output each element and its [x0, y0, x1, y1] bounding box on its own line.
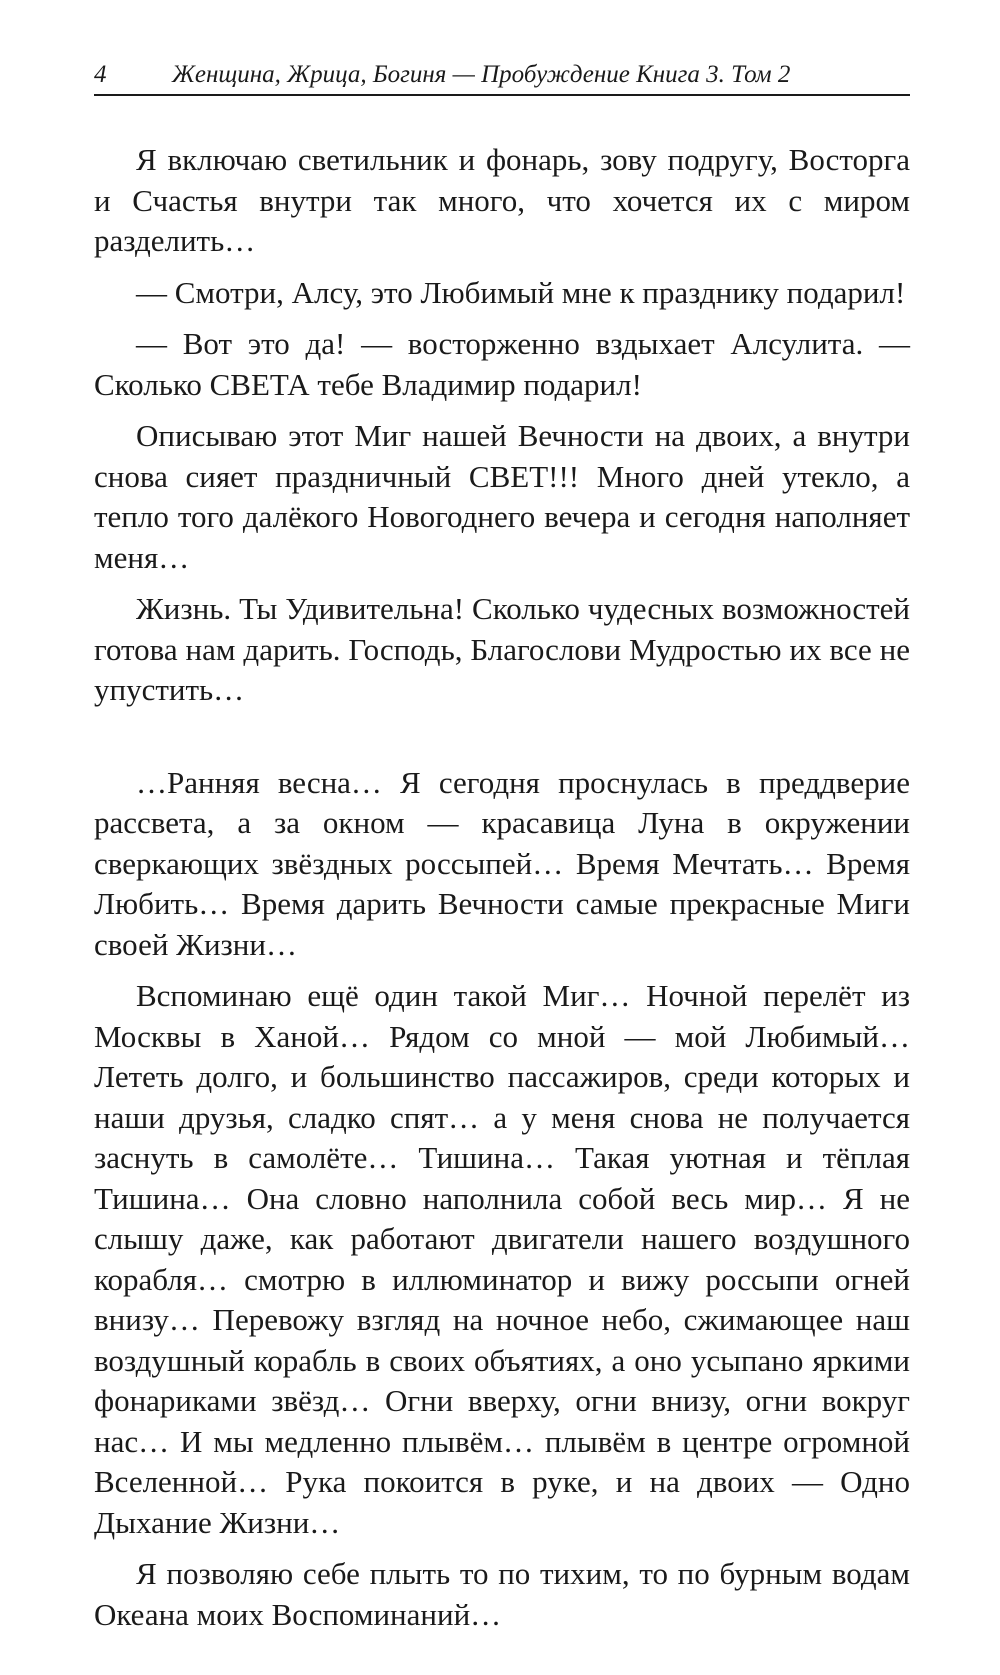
paragraph: Описываю этот Миг нашей Вечности на двоих, а внутри снова сияет праздничный СВЕТ!!! Много дней утекло, а тепло того далёкого Новогоднего вечера и сегодня наполняет меня… [94, 418, 910, 575]
body-text [94, 140, 910, 1635]
paragraph: — Вот это да! — восторженно вздыхает Алсулита. — Сколько СВЕТА тебе Владимир подарил! [94, 326, 910, 402]
paragraph: Жизнь. Ты Удивительна! Сколько чудесных возможностей готова нам дарить. Господь, Благослови Мудростью их все не упустить… [94, 591, 910, 707]
running-header [94, 60, 910, 96]
paragraph: — Смотри, Алсу, это Любимый мне к празднику подарил! [136, 274, 906, 310]
paragraph: Вспоминаю ещё один такой Миг… Ночной перелёт из Москвы в Ханой… Рядом со мной — мой Любимый… Лететь долго, и большинство пассажиров, среди которых и наши друзья, сладко спят… а у меня снова не получается заснуть в самолёте… Тишина… Такая уютная и тёплая Тишина… Она словно наполнила собой весь мир… Я не слышу даже, как работают двигатели нашего воздушного корабля… смотрю в иллюминатор и вижу россыпи огней внизу… Перевожу взгляд на ночное небо, сжимающее наш воздушный корабль в своих объятиях, а оно усыпано яркими фонариками звёзд… Огни вверху, огни внизу, огни вокруг нас… И мы медленно плывём… плывём в центре огромной Вселенной… Рука покоится в руке, и на двоих — Одно Дыхание Жизни… [94, 978, 910, 1540]
paragraph-section-start: …Ранняя весна… Я сегодня проснулась в преддверие рассвета, а за окном — красавица Луна в окружении сверкающих звёздных россыпей… Время Мечтать… Время Любить… Время дарить Вечности самые прекрасные Миги своей Жизни… [94, 764, 910, 962]
book-page [94, 60, 910, 1646]
paragraph: Я включаю светильник и фонарь, зову подругу, Восторга и Счастья внутри так много, что хочется их с миром разделить… [94, 142, 910, 258]
paragraph: Я позволяю себе плыть то по тихим, то по бурным водам Океана моих Воспоминаний… [94, 1556, 910, 1632]
book-title: Женщина, Жрица, Богиня — Пробуждение Книга 3. Том 2 [172, 61, 791, 88]
page-number: 4 [94, 61, 107, 88]
